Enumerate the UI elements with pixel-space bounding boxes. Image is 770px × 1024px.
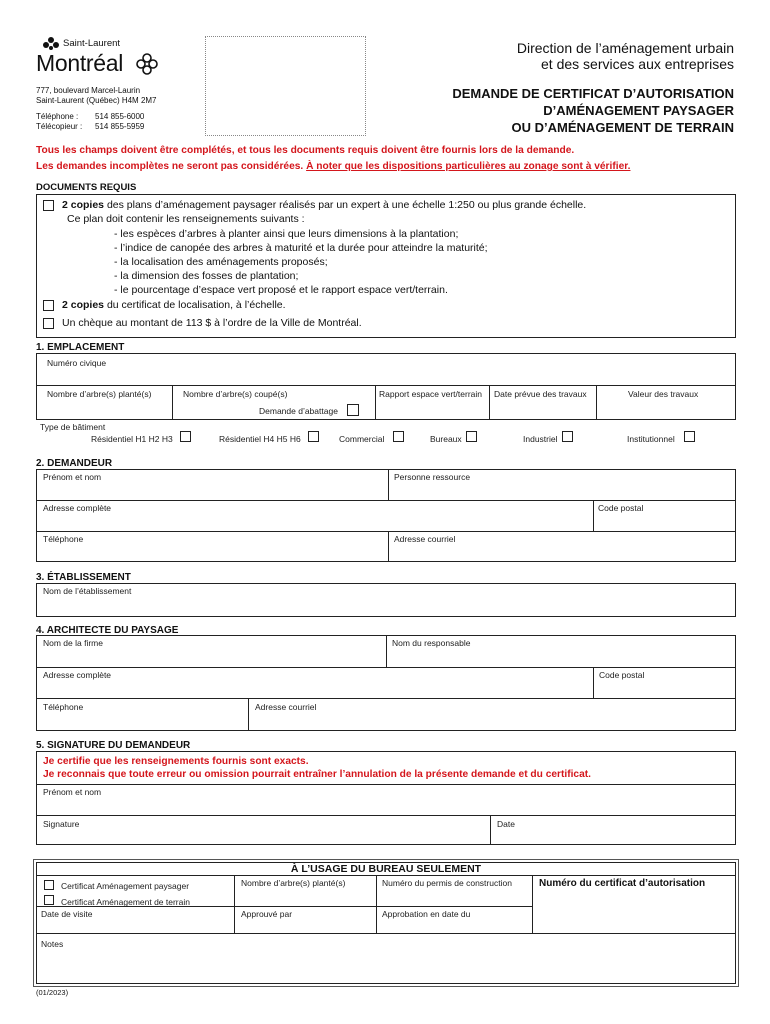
bureau-arbres-label: Nombre d’arbre(s) planté(s) — [241, 878, 346, 888]
type-industriel-checkbox[interactable] — [562, 431, 573, 442]
demandeur-row-2 — [36, 531, 736, 532]
doc-bullet-4: - la dimension des fosses de plantation; — [114, 270, 299, 282]
doc-plans-sub: Ce plan doit contenir les renseignements suivants : — [67, 213, 305, 225]
doc-bullet-5: - le pourcentage d’espace vert proposé et le rapport espace vert/terrain. — [114, 284, 448, 296]
signature-input[interactable] — [37, 829, 489, 844]
architecte-adresse-input[interactable] — [37, 680, 592, 697]
signature-label: Signature — [43, 819, 80, 829]
doc-cheque-text: Un chèque au montant de 113 $ à l’ordre de la Ville de Montréal. — [62, 317, 362, 329]
doc-certificat-bold: 2 copies — [62, 299, 105, 311]
demandeur-row-1 — [36, 500, 736, 501]
type-batiment-label: Type de bâtiment — [40, 422, 106, 432]
signature-heading: 5. SIGNATURE DU DEMANDEUR — [36, 740, 191, 751]
cert-paysager-label: Certificat Aménagement paysager — [61, 881, 190, 891]
type-h4-checkbox[interactable] — [308, 431, 319, 442]
bureau-notes-input[interactable] — [37, 950, 735, 983]
type-institutionnel-checkbox[interactable] — [684, 431, 695, 442]
type-h1-checkbox[interactable] — [180, 431, 191, 442]
signature-nom-label: Prénom et nom — [43, 787, 102, 797]
demandeur-ressource-input[interactable] — [389, 482, 735, 499]
form-title-3: OU D’AMÉNAGEMENT DE TERRAIN — [511, 120, 734, 135]
demandeur-telephone-label: Téléphone — [43, 534, 84, 544]
notice-line-2b: À noter que les dispositions particulières au zonage sont à vérifier. — [306, 161, 631, 172]
bureau-row-2 — [36, 933, 736, 934]
architecte-courriel-input[interactable] — [249, 712, 735, 730]
notice-line-1: Tous les champs doivent être complétés, et tous les documents requis doivent être fournis lors de la demande. — [36, 145, 575, 156]
architecte-telephone-input[interactable] — [37, 712, 247, 730]
demande-abattage-checkbox[interactable] — [347, 404, 359, 416]
doc-bullet-1: - les espèces d’arbres à planter ainsi que leurs dimensions à la plantation; — [114, 228, 459, 240]
bureau-notes-label: Notes — [41, 939, 64, 949]
certify-line-1: Je certifie que les renseignements fournis sont exacts. — [43, 756, 309, 767]
address-line-2: Saint-Laurent (Québec) H4M 2M7 — [36, 96, 157, 105]
architecte-telephone-label: Téléphone — [43, 702, 84, 712]
date-prevue-input[interactable] — [490, 398, 595, 418]
type-h4-label: Résidentiel H4 H5 H6 — [219, 434, 301, 444]
etablissement-nom-label: Nom de l’établissement — [43, 586, 132, 596]
arbres-plantes-input[interactable] — [37, 398, 171, 418]
emplacement-divider — [36, 385, 736, 386]
cert-terrain-label: Certificat Aménagement de terrain — [61, 897, 190, 907]
doc-certificat-checkbox[interactable] — [43, 300, 54, 311]
rosette-icon — [136, 53, 158, 75]
type-bureaux-label: Bureaux — [430, 434, 462, 444]
stamp-box — [205, 36, 366, 136]
demandeur-courriel-label: Adresse courriel — [394, 534, 456, 544]
emplacement-heading: 1. EMPLACEMENT — [36, 342, 125, 353]
signature-date-input[interactable] — [491, 829, 735, 844]
architecte-row-2 — [36, 698, 736, 699]
rapport-label: Rapport espace vert/terrain — [379, 389, 482, 399]
signature-nom-input[interactable] — [37, 797, 735, 814]
doc-bullet-3: - la localisation des aménagements proposés; — [114, 256, 328, 268]
date-prevue-label: Date prévue des travaux — [494, 389, 587, 399]
rapport-input[interactable] — [376, 398, 488, 418]
doc-plans-checkbox[interactable] — [43, 200, 54, 211]
doc-certificat-text — [62, 299, 286, 311]
doc-plans-desc: des plans d’aménagement paysager réalisés par un expert à une échelle 1:250 ou plus grande échelle. — [104, 199, 587, 211]
architecte-courriel-label: Adresse courriel — [255, 702, 317, 712]
arbres-coupes-label: Nombre d’arbre(s) coupé(s) — [183, 389, 288, 399]
signature-date-label: Date — [497, 819, 515, 829]
demandeur-adresse-label: Adresse complète — [43, 503, 112, 513]
demandeur-courriel-input[interactable] — [389, 544, 735, 561]
logo-city: Montréal — [36, 50, 124, 76]
architecte-firme-label: Nom de la firme — [43, 638, 103, 648]
demandeur-nom-input[interactable] — [37, 482, 387, 499]
form-title-1: DEMANDE DE CERTIFICAT D’AUTORISATION — [452, 86, 734, 101]
type-industriel-label: Industriel — [523, 434, 558, 444]
bureau-row-0 — [36, 875, 736, 876]
demandeur-heading: 2. DEMANDEUR — [36, 458, 113, 469]
demandeur-code-postal-input[interactable] — [594, 513, 735, 530]
architecte-code-postal-input[interactable] — [594, 680, 735, 697]
documents-heading: DOCUMENTS REQUIS — [36, 182, 137, 193]
bureau-date-visite-label: Date de visite — [41, 909, 93, 919]
fax-value: 514 855-5959 — [95, 122, 145, 131]
direction-line-1: Direction de l’aménagement urbain — [516, 40, 734, 56]
certify-line-2: Je reconnais que toute erreur ou omission pourrait entraîner l’annulation de la présente demande et du certificat. — [43, 769, 591, 780]
demandeur-code-postal-label: Code postal — [598, 503, 644, 513]
architecte-row-1 — [36, 667, 736, 668]
bureau-div-1 — [234, 875, 235, 933]
architecte-firme-input[interactable] — [37, 648, 385, 666]
doc-cheque-checkbox[interactable] — [43, 318, 54, 329]
architecte-responsable-input[interactable] — [387, 648, 735, 666]
valeur-label: Valeur des travaux — [628, 389, 699, 399]
bureau-permis-label: Numéro du permis de construction — [382, 878, 512, 888]
form-version: (01/2023) — [36, 988, 69, 997]
demandeur-ressource-label: Personne ressource — [394, 472, 471, 482]
demandeur-adresse-input[interactable] — [37, 513, 592, 530]
phone-value: 514 855-6000 — [95, 112, 145, 121]
form-title-2: D’AMÉNAGEMENT PAYSAGER — [543, 103, 734, 118]
fax-label: Télécopieur : — [36, 122, 83, 131]
phone-label: Téléphone : — [36, 112, 79, 121]
doc-plans-bold: 2 copies — [62, 199, 105, 211]
architecte-heading: 4. ARCHITECTE DU PAYSAGE — [36, 625, 179, 636]
direction-line-2: et des services aux entreprises — [541, 56, 734, 72]
bureau-approbation-label: Approbation en date du — [382, 909, 471, 919]
type-institutionnel-label: Institutionnel — [627, 434, 675, 444]
architecte-responsable-label: Nom du responsable — [392, 638, 471, 648]
valeur-input[interactable] — [597, 398, 735, 418]
etablissement-nom-input[interactable] — [37, 596, 735, 616]
notice-line-2 — [36, 161, 630, 172]
signature-row-2 — [36, 815, 736, 816]
signature-row-1 — [36, 784, 736, 785]
doc-bullet-2: - l’indice de canopée des arbres à maturité et la durée pour atteindre la maturité; — [114, 242, 488, 254]
bureau-heading: À L’USAGE DU BUREAU SEULEMENT — [290, 863, 482, 875]
arbres-coupes-input[interactable] — [173, 398, 253, 418]
architecte-adresse-label: Adresse complète — [43, 670, 112, 680]
arbres-plantes-label: Nombre d’arbre(s) planté(s) — [47, 389, 152, 399]
cert-paysager-checkbox[interactable] — [44, 880, 54, 890]
type-h1-label: Résidentiel H1 H2 H3 — [91, 434, 173, 444]
doc-plans-text — [62, 199, 586, 211]
type-commercial-label: Commercial — [339, 434, 385, 444]
bureau-div-3 — [532, 875, 533, 933]
type-bureaux-checkbox[interactable] — [466, 431, 477, 442]
etablissement-heading: 3. ÉTABLISSEMENT — [36, 572, 131, 583]
logo — [36, 36, 166, 82]
demande-abattage-label: Demande d’abattage — [259, 406, 338, 416]
type-commercial-checkbox[interactable] — [393, 431, 404, 442]
bureau-div-2 — [376, 875, 377, 933]
bureau-approuve-label: Approuvé par — [241, 909, 293, 919]
bureau-certificat-label: Numéro du certificat d’autorisation — [539, 878, 706, 889]
address-line-1: 777, boulevard Marcel-Laurin — [36, 86, 141, 95]
cert-terrain-checkbox[interactable] — [44, 895, 54, 905]
numero-civique-label: Numéro civique — [47, 358, 107, 368]
notice-line-2a: Les demandes incomplètes ne seront pas considérées. — [36, 161, 307, 172]
demandeur-nom-label: Prénom et nom — [43, 472, 102, 482]
doc-certificat-desc: du certificat de localisation, à l’échelle. — [104, 299, 286, 311]
architecte-code-postal-label: Code postal — [599, 670, 645, 680]
logo-borough: Saint-Laurent — [63, 38, 121, 49]
demandeur-telephone-input[interactable] — [37, 544, 387, 561]
